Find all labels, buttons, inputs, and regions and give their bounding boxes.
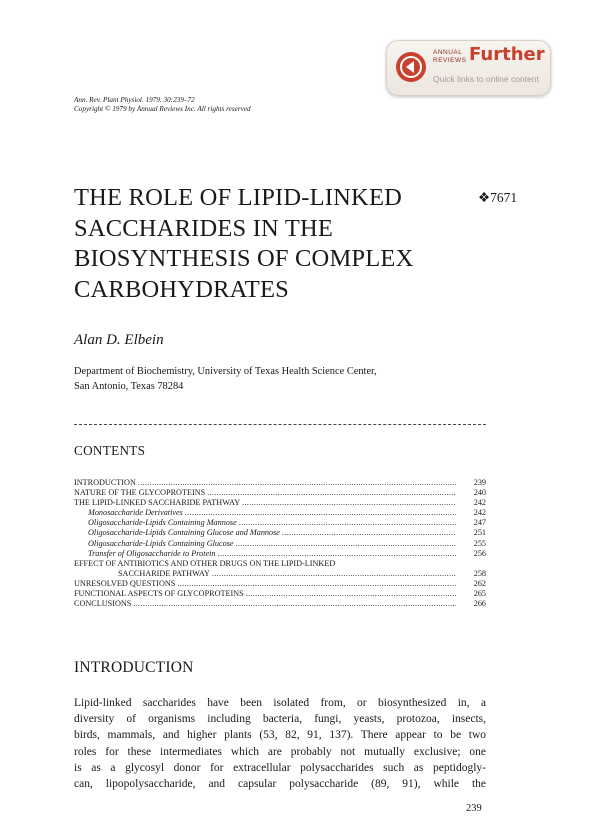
toc-label: Transfer of Oligosaccharide to Protein (88, 548, 216, 558)
toc-label: INTRODUCTION (74, 478, 136, 487)
toc-page: 242 (473, 508, 486, 518)
toc-label: CONCLUSIONS (74, 599, 132, 609)
toc-leader (218, 549, 456, 559)
introduction-heading: INTRODUCTION (74, 659, 194, 676)
toc-label: Oligosaccharide-Lipids Containing Glucose and Mannose (88, 528, 280, 538)
toc-page: 255 (473, 538, 486, 548)
toc-page: 266 (473, 599, 486, 609)
section-divider (74, 424, 486, 426)
body-line: can, lipopolysaccharide, and capsular polysaccharide (89, 91), while the (74, 778, 486, 791)
toc-item[interactable] (74, 589, 486, 599)
toc-page: 239 (473, 478, 486, 487)
toc-page: 258 (473, 568, 486, 578)
toc-label: NATURE OF THE GLYCOPROTEINS (74, 488, 206, 498)
badge-subtitle: Quick links to online content (433, 74, 539, 84)
toc-leader (242, 498, 456, 508)
toc-item[interactable] (74, 478, 486, 488)
title-line: CARBOHYDRATES (74, 275, 289, 303)
toc-item[interactable] (74, 559, 486, 569)
badge-annual-reviews-label (433, 49, 466, 64)
page-number: 239 (466, 803, 482, 814)
toc-leader (138, 478, 456, 488)
toc-label: Oligosaccharide-Lipids Containing Mannose (88, 518, 237, 528)
author-name: Alan D. Elbein (74, 332, 164, 348)
toc-leader (177, 579, 456, 589)
toc-leader (239, 518, 456, 528)
body-line: diversity of organisms including bacteria, fungi, yeasts, protozoa, insects, (74, 713, 486, 726)
toc-label: UNRESOLVED QUESTIONS (74, 578, 176, 588)
toc-item-continued[interactable] (74, 569, 486, 579)
badge-further: Further (469, 44, 545, 65)
toc-label: EFFECT OF ANTIBIOTICS AND OTHER DRUGS ON THE LIPID-LINKED (74, 558, 336, 568)
toc-subitem[interactable] (74, 549, 486, 559)
toc-page: 240 (473, 488, 486, 498)
body-line: roles for these intermediates which are probably not mutually exclusive; one (74, 745, 486, 758)
toc-item[interactable] (74, 488, 486, 498)
toc-subitem[interactable] (74, 508, 486, 518)
table-of-contents (74, 478, 486, 609)
citation-copyright: Copyright © 1979 by Annual Reviews Inc. All rights reserved (74, 105, 251, 113)
citation-journal: Ann. Rev. Plant Physiol. 1979. 30:239–72 (74, 96, 195, 104)
toc-subitem[interactable] (74, 539, 486, 549)
toc-page: 265 (473, 589, 486, 599)
body-line: is as a glycosyl donor for extracellular polysaccharides such as peptidogly- (74, 761, 486, 774)
citation (74, 96, 251, 114)
toc-leader (185, 508, 456, 518)
toc-leader (282, 528, 456, 538)
author-affiliation (74, 365, 377, 394)
toc-label: Monosaccharide Derivatives (88, 508, 183, 518)
toc-subitem[interactable] (74, 528, 486, 538)
body-line: Lipid-linked saccharides have been isolated from, or biosynthesized in, a (74, 697, 486, 709)
toc-label: Oligosaccharide-Lipids Containing Glucose (88, 538, 234, 548)
toc-subitem[interactable] (74, 518, 486, 528)
contents-heading: CONTENTS (74, 443, 146, 458)
toc-label: SACCHARIDE PATHWAY (118, 568, 210, 578)
title-line: SACCHARIDES IN THE (74, 214, 334, 242)
toc-leader (246, 589, 456, 599)
toc-leader (207, 488, 456, 498)
toc-label: THE LIPID-LINKED SACCHARIDE PATHWAY (74, 498, 241, 508)
toc-leader (236, 539, 456, 549)
title-line: THE ROLE OF LIPID-LINKED (74, 184, 403, 211)
toc-page: 247 (473, 518, 486, 528)
toc-item[interactable] (74, 498, 486, 508)
toc-page: 251 (473, 528, 486, 538)
toc-leader (133, 599, 456, 609)
affiliation-line: Department of Biochemistry, University of Texas Health Science Center, (74, 366, 377, 377)
body-paragraph (74, 695, 486, 792)
body-line: birds, mammals, and higher plants (53, 82, 91, 137). There appear to be two (74, 729, 486, 742)
affiliation-line: San Antonio, Texas 78284 (74, 380, 184, 392)
badge-annual: ANNUAL (433, 49, 463, 56)
annual-reviews-further-badge[interactable] (386, 40, 551, 96)
toc-page: 242 (473, 498, 486, 508)
toc-item[interactable] (74, 599, 486, 609)
toc-page: 256 (473, 548, 486, 558)
title-line: BIOSYNTHESIS OF COMPLEX (74, 245, 414, 272)
toc-label: FUNCTIONAL ASPECTS OF GLYCOPROTEINS (74, 589, 244, 599)
toc-leader (212, 569, 456, 579)
arrow-left-icon (396, 52, 426, 82)
badge-reviews: REVIEWS (433, 56, 467, 64)
toc-item[interactable] (74, 579, 486, 589)
article-code: ❖7671 (478, 190, 518, 205)
toc-page: 262 (473, 578, 486, 588)
article-title (74, 183, 454, 305)
